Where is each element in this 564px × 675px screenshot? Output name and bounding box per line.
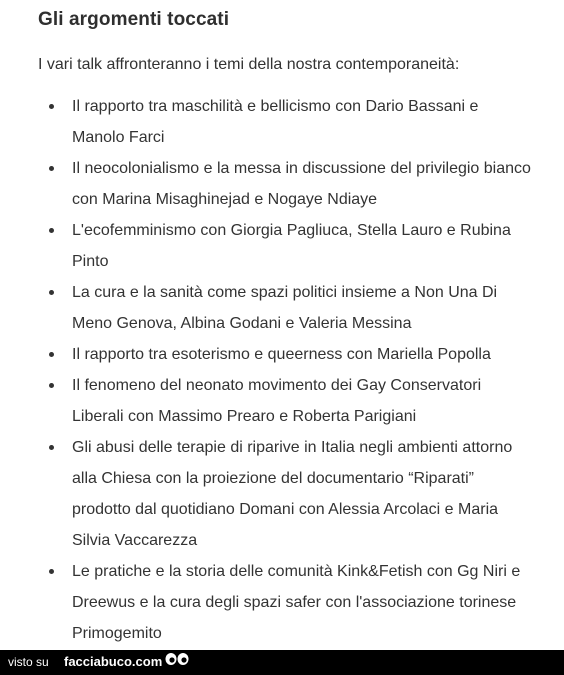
list-item <box>0 215 564 277</box>
list-item <box>0 370 564 432</box>
topic-list <box>0 91 564 649</box>
bullet <box>49 166 54 171</box>
list-item <box>0 153 564 215</box>
bullet <box>49 290 54 295</box>
list-item-text: L'ecofemminismo con Giorgia Pagliuca, Stella Lauro e Rubina Pinto <box>72 222 511 270</box>
list-item-text: Il rapporto tra maschilità e bellicismo con Dario Bassani e Manolo Farci <box>72 98 479 146</box>
bullet <box>49 445 54 450</box>
list-item <box>0 91 564 153</box>
section-heading: Gli argomenti toccati <box>38 9 230 30</box>
list-item <box>0 432 564 556</box>
bullet <box>49 228 54 233</box>
list-item <box>0 556 564 649</box>
intro-text: I vari talk affronteranno i temi della nostra contemporaneità: <box>38 56 460 73</box>
bullet <box>49 569 54 574</box>
list-item <box>0 277 564 339</box>
list-item-text: La cura e la sanità come spazi politici insieme a Non Una Di Meno Genova, Albina Godani e Valeria Messina <box>72 284 498 332</box>
eyes-icon <box>164 652 190 668</box>
bullet <box>49 352 54 357</box>
list-item-text: Il rapporto tra esoterismo e queerness con Mariella Popolla <box>72 346 491 363</box>
bullet <box>49 383 54 388</box>
watermark-footer <box>0 650 564 675</box>
list-item-text: Gli abusi delle terapie di riparive in Italia negli ambienti attorno alla Chiesa con la proiezione del documentario “Riparati” prodotto dal quotidiano Domani con Alessia Arcolaci e Maria Silvia Vaccarezza <box>72 439 513 549</box>
list-item-text: Il neocolonialismo e la messa in discussione del privilegio bianco con Marina Misaghinejad e Nogaye Ndiaye <box>72 160 531 208</box>
list-item-text: Le pratiche e la storia delle comunità Kink&Fetish con Gg Niri e Dreewus e la cura degli spazi safer con l'associazione torinese Primogemito <box>72 563 521 642</box>
bullet <box>49 104 54 109</box>
footer-prefix: visto su <box>8 655 49 669</box>
footer-site-link[interactable]: facciabuco.com <box>64 654 163 669</box>
list-item-text: Il fenomeno del neonato movimento dei Gay Conservatori Liberali con Massimo Prearo e Roberta Parigiani <box>72 377 482 425</box>
list-item <box>0 339 564 370</box>
